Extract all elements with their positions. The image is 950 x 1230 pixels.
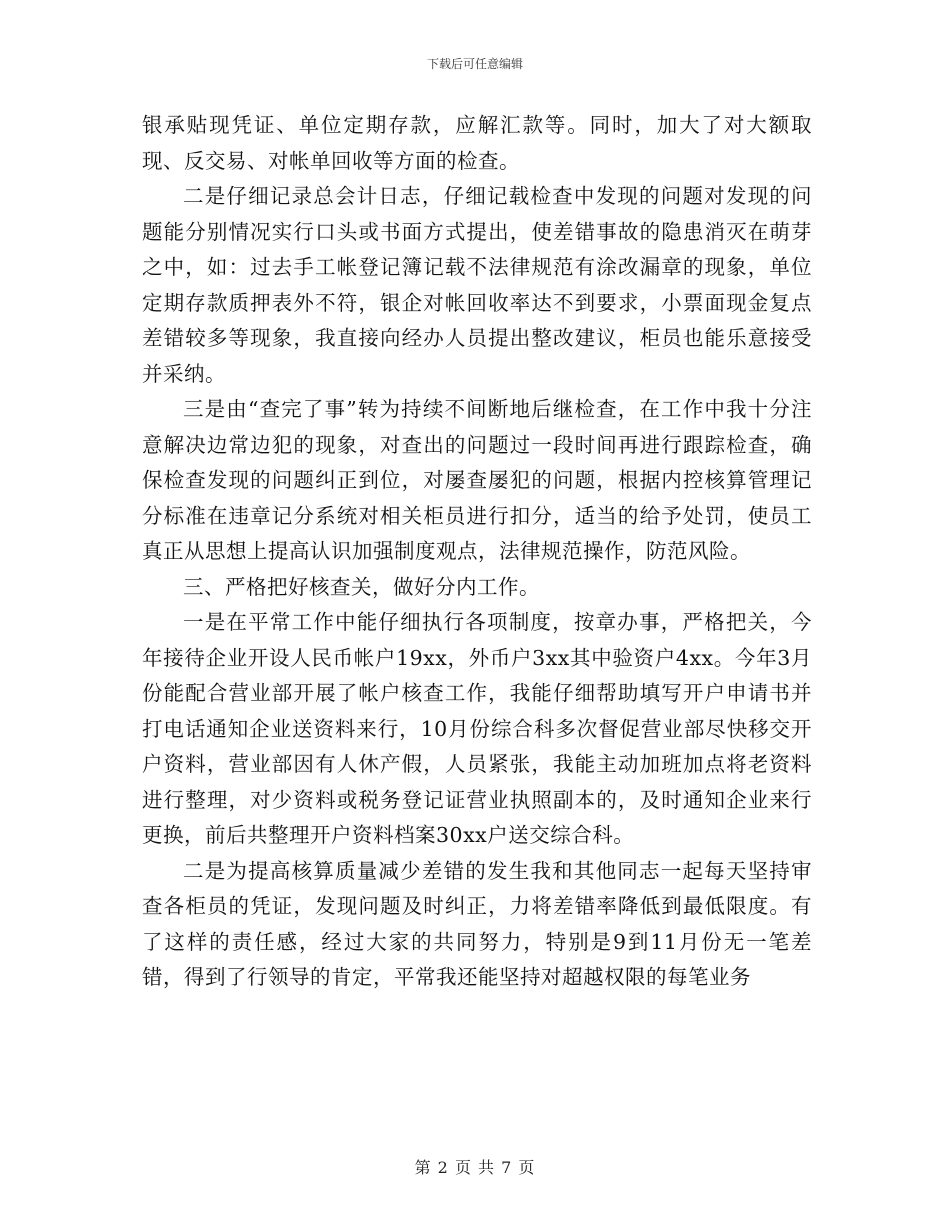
paragraph-3: 三是由“查完了事”转为持续不间断地后继检查，在工作中我十分注意解决边常边犯的现象，对查出的问题过一段时间再进行跟踪检查，确保检查发现的问题纠正到位，对屡查屡犯的问题，根据内控核算管理记分标准在违章记分系统对相关柜员进行扣分，适当的给予处罚，使员工真正从思想上提高认识加强制度观点，法律规范操作，防范风险。 bbox=[142, 397, 812, 563]
page-number-footer: 第 2 页 共 7 页 bbox=[414, 1158, 536, 1177]
section-heading: 三、严格把好核查关，做好分内工作。 bbox=[183, 574, 540, 599]
header-note: 下载后可任意编辑 bbox=[426, 57, 523, 71]
paragraph-4: 一是在平常工作中能仔细执行各项制度，按章办事，严格把关，今年接待企业开设人民币帐户19xx，外币户3xx其中验资户4xx。今年3月份能配合营业部开展了帐户核查工作，我能仔细帮助填写开户申请书并打电话通知企业送资料来行，10月份综合科多次督促营业部尽快移交开户资料，营业部因有人休产假，人员紧张，我能主动加班加点将老资料进行整理，对少资料或税务登记证营业执照副本的，及时通知企业来行更换，前后共整理开户资料档案30xx户送交综合科。 bbox=[142, 610, 812, 847]
document-body bbox=[142, 108, 812, 996]
paragraph-5: 二是为提高核算质量减少差错的发生我和其他同志一起每天坚持审查各柜员的凭证，发现问题及时纠正，力将差错率降低到最低限度。有了这样的责任感，经过大家的共同努力，特别是9到11月份无一笔差错，得到了行领导的肯定，平常我还能坚持对超越权限的每笔业务 bbox=[142, 858, 812, 989]
paragraph-2: 二是仔细记录总会计日志，仔细记载检查中发现的问题对发现的问题能分别情况实行口头或书面方式提出，使差错事故的隐患消灭在萌芽之中，如：过去手工帐登记簿记载不法律规范有涂改漏章的现象，单位定期存款质押表外不符，银企对帐回收率达不到要求，小票面现金复点差错较多等现象，我直接向经办人员提出整改建议，柜员也能乐意接受并采纳。 bbox=[142, 184, 812, 386]
paragraph-1: 银承贴现凭证、单位定期存款，应解汇款等。同时，加大了对大额取现、反交易、对帐单回收等方面的检查。 bbox=[142, 113, 812, 173]
